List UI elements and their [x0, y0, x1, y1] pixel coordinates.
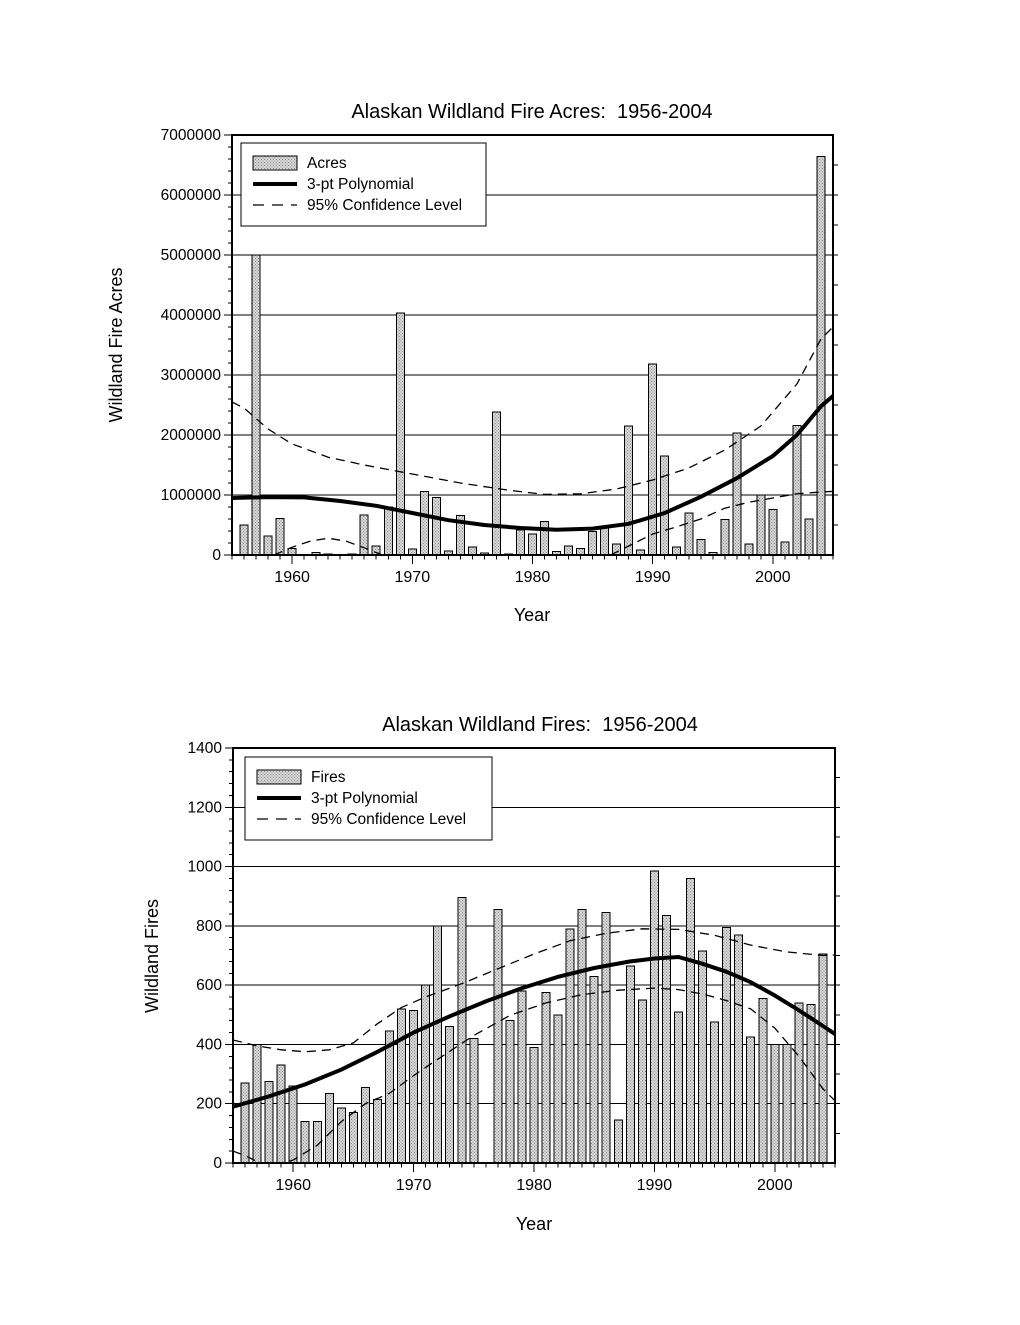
bar-1987: [614, 1120, 622, 1163]
bar-1985: [590, 976, 598, 1163]
legend-item-label: 3-pt Polynomial: [311, 790, 418, 807]
bar-1963: [325, 1093, 333, 1163]
bar-1999: [759, 998, 767, 1163]
bar-1972: [432, 497, 440, 555]
bar-1992: [673, 547, 681, 555]
x-tick-label: 1960: [275, 1177, 311, 1194]
bar-1957: [252, 255, 260, 555]
x-tick-label: 1990: [636, 1177, 673, 1194]
bar-1959: [277, 1065, 285, 1163]
bar-1973: [446, 1027, 454, 1163]
bar-1997: [733, 433, 741, 555]
trend-line: [232, 396, 833, 530]
y-tick-label: 0: [212, 547, 221, 564]
bar-1978: [506, 1021, 514, 1163]
y-tick-label: 600: [196, 977, 222, 995]
bar-1988: [625, 426, 633, 555]
bar-1977: [494, 910, 502, 1163]
y-tick-label: 1200: [187, 799, 222, 817]
ci-upper-line: [233, 929, 835, 1052]
bar-1983: [566, 929, 574, 1163]
bar-1957: [253, 1044, 261, 1163]
x-tick-label: 2000: [757, 1177, 793, 1194]
ci-upper-line: [232, 327, 833, 494]
bar-1956: [241, 1083, 249, 1163]
bar-2004: [819, 954, 827, 1163]
bar-1996: [721, 520, 729, 555]
bar-1969: [396, 313, 404, 555]
bar-1979: [518, 991, 526, 1163]
x-tick-label: 1960: [274, 569, 310, 586]
x-axis-title: Year: [515, 1214, 553, 1234]
y-tick-label: 5000000: [160, 247, 221, 264]
legend-item-label: 95% Confidence Level: [307, 197, 463, 214]
bar-1993: [685, 513, 693, 555]
bar-2003: [807, 1004, 815, 1163]
legend-bar-swatch: [257, 770, 301, 784]
bar-1988: [626, 966, 634, 1163]
bar-2000: [769, 509, 777, 555]
y-axis-title: Wildland Fires: [142, 898, 162, 1014]
bar-1982: [554, 1015, 562, 1163]
chart-title: Alaskan Wildland Fire Acres: 1956-2004: [351, 101, 713, 123]
x-tick-label: 1970: [395, 1177, 432, 1194]
bar-1972: [434, 926, 442, 1163]
y-tick-label: 1400: [187, 740, 222, 757]
bar-1971: [422, 985, 430, 1163]
bar-1966: [361, 1087, 369, 1163]
bar-1997: [735, 935, 743, 1163]
x-tick-label: 1970: [394, 569, 431, 586]
bar-1985: [589, 532, 597, 555]
bar-1991: [661, 456, 669, 555]
x-tick-label: 2000: [755, 569, 791, 586]
bar-1971: [420, 491, 428, 555]
x-tick-label: 1980: [516, 1177, 552, 1194]
y-tick-label: 6000000: [160, 187, 221, 204]
bar-1979: [516, 530, 524, 555]
bar-1990: [649, 364, 657, 555]
bar-1981: [542, 993, 550, 1163]
bar-1961: [301, 1122, 309, 1164]
bar-2002: [793, 425, 801, 555]
bar-2000: [771, 1044, 779, 1163]
bar-1994: [697, 539, 705, 555]
legend-item-label: 3-pt Polynomial: [307, 176, 414, 193]
legend: [241, 143, 486, 226]
bar-1959: [276, 518, 284, 555]
bar-1960: [289, 1086, 297, 1163]
bar-1968: [386, 1031, 394, 1163]
bar-1975: [468, 547, 476, 555]
bar-1967: [373, 1099, 381, 1163]
y-axis-title: Wildland Fire Acres: [106, 267, 126, 423]
bar-1980: [530, 1047, 538, 1163]
bar-2002: [795, 1003, 803, 1163]
bar-1958: [264, 536, 272, 555]
bar-1983: [565, 546, 573, 555]
bar-2003: [805, 519, 813, 555]
legend: [245, 757, 492, 840]
legend-bar-swatch: [253, 156, 297, 170]
y-tick-label: 7000000: [160, 127, 221, 144]
bar-1981: [541, 521, 549, 555]
bar-1975: [470, 1039, 478, 1164]
y-tick-label: 3000000: [160, 367, 221, 384]
y-tick-label: 2000000: [160, 427, 221, 444]
y-tick-label: 1000: [187, 858, 222, 876]
bar-1998: [747, 1037, 755, 1163]
bar-1964: [337, 1108, 345, 1163]
bar-1992: [674, 1012, 682, 1163]
bar-2001: [783, 1044, 791, 1163]
x-tick-label: 1990: [634, 569, 671, 586]
bar-1996: [723, 927, 731, 1163]
bar-1994: [699, 951, 707, 1163]
chart-title: Alaskan Wildland Fires: 1956-2004: [382, 714, 698, 736]
bar-1995: [711, 1022, 719, 1163]
y-tick-label: 200: [196, 1095, 222, 1113]
bar-1993: [687, 878, 695, 1163]
bar-1980: [529, 534, 537, 555]
bars-series: [241, 871, 827, 1163]
bar-2001: [781, 542, 789, 555]
legend-item-label: 95% Confidence Level: [311, 811, 467, 828]
bar-1986: [602, 913, 610, 1163]
acres-chart: [106, 101, 838, 625]
bar-1991: [662, 915, 670, 1163]
bar-1956: [240, 525, 248, 555]
bar-2004: [817, 157, 825, 555]
legend-item-label: Acres: [307, 155, 347, 172]
y-tick-label: 4000000: [160, 307, 221, 324]
x-tick-label: 1980: [514, 569, 551, 586]
bar-1974: [458, 898, 466, 1163]
y-tick-label: 1000000: [160, 487, 221, 504]
legend-item-label: Fires: [311, 769, 346, 786]
bar-1986: [601, 528, 609, 555]
bar-1998: [745, 544, 753, 555]
fires-chart: [142, 714, 840, 1234]
bar-1990: [650, 871, 658, 1163]
x-axis-title: Year: [513, 605, 551, 625]
bar-1999: [757, 495, 765, 555]
y-tick-label: 800: [196, 917, 222, 935]
trend-curves: [232, 327, 833, 555]
bar-1989: [638, 1000, 646, 1163]
bar-1965: [349, 1113, 357, 1163]
bar-1977: [492, 412, 500, 555]
bar-1984: [578, 910, 586, 1163]
y-tick-label: 0: [213, 1155, 222, 1172]
y-tick-label: 400: [196, 1036, 222, 1054]
bar-1968: [384, 507, 392, 555]
bar-1969: [398, 1009, 406, 1163]
